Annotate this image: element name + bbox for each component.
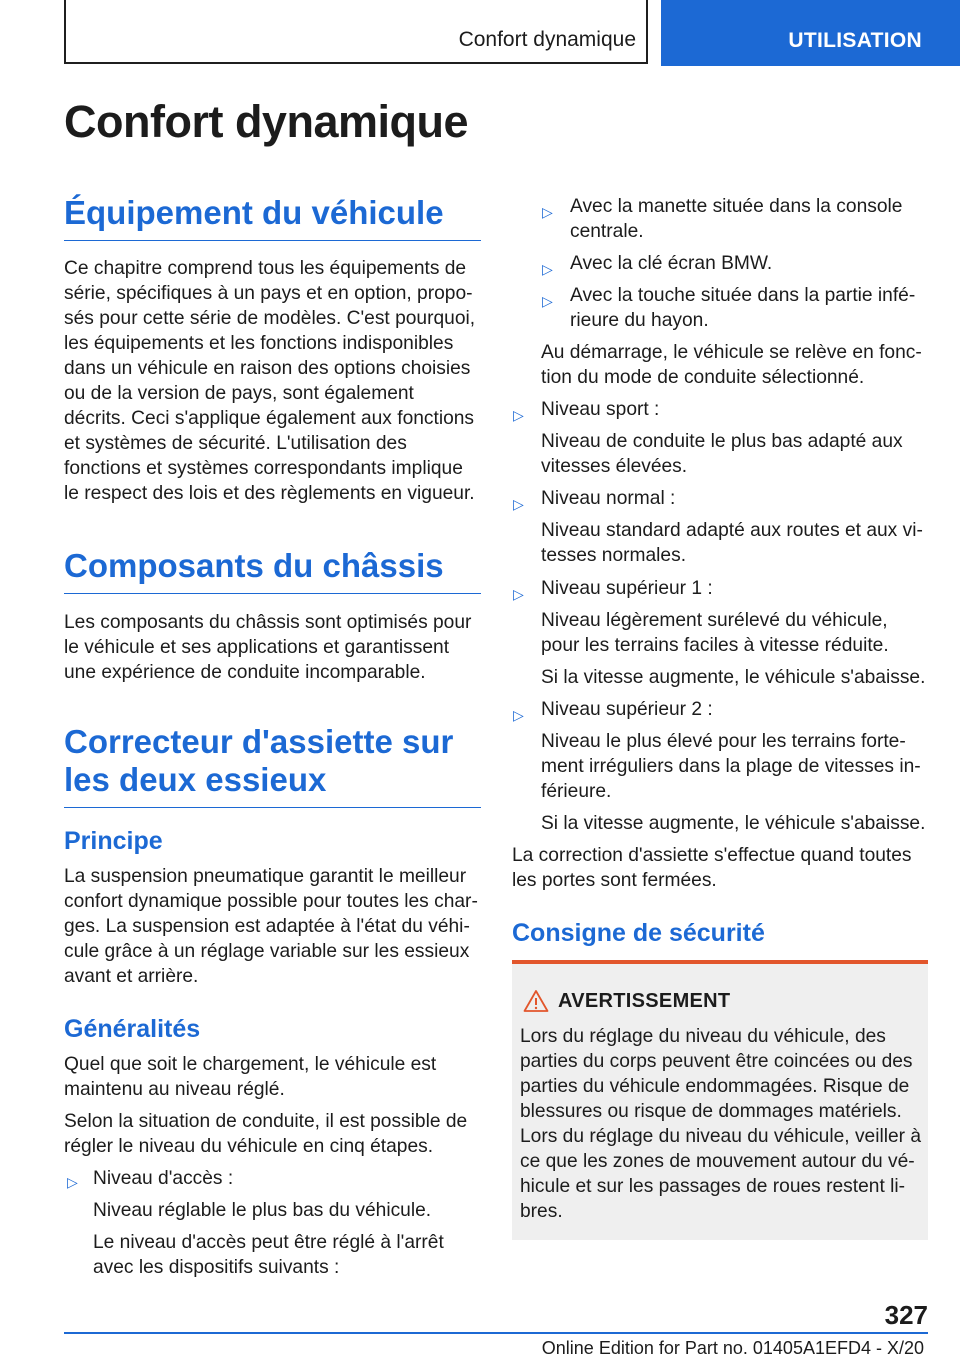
list-item-sup2-label: Niveau supérieur 2 : (541, 699, 713, 720)
page-title: Confort dynamique (64, 96, 468, 147)
triangle-right-icon: ▷ (513, 586, 524, 602)
triangle-right-icon: ▷ (542, 261, 553, 277)
heading-generalites: Généralités (64, 1015, 201, 1043)
triangle-right-icon: ▷ (542, 293, 553, 309)
heading-equipement: Équipement du véhicule (64, 194, 481, 241)
list-item-normal-label: Niveau normal : (541, 488, 676, 509)
paragraph-composants: Les composants du châssis sont optimisés pour le véhicule et ses applications et garantissent une expérience de conduite incomparable. (64, 612, 472, 683)
triangle-right-icon: ▷ (513, 707, 524, 723)
paragraph-principe: La suspension pneumatique garantit le meilleur confort dynamique possible pour toutes les charges. La suspension est adaptée à l'état du véhicule grâce à un réglage variable sur les essieux avant et arrière. (64, 866, 478, 987)
sub-item-hayon: Avec la touche située dans la partie inférieure du hayon. (570, 285, 916, 331)
paragraph-correction: La correction d'assiette s'effectue quand toutes les portes sont fermées. (512, 845, 912, 891)
header-tab[interactable] (661, 0, 960, 66)
list-item-sup1-note: Si la vitesse augmente, le véhicule s'abaisse. (541, 667, 926, 688)
warning-text: Lors du réglage du niveau du véhicule, des parties du corps peuvent être coincées ou des parties du véhicule endommagées. Risque de blessures ou risque de dommages matériels. Lors du réglage du niveau du véhicule, veiller à ce que les zones de mouvement autour du véhicule et sur les passages de roues restent libres. (520, 1026, 922, 1222)
header-section-title: Confort dynamique (458, 28, 636, 51)
list-item-sup2-note: Si la vitesse augmente, le véhicule s'abaisse. (541, 813, 926, 834)
paragraph-generalites-1: Quel que soit le chargement, le véhicule est maintenu au niveau réglé. (64, 1054, 437, 1100)
warning-triangle-icon (523, 989, 549, 1013)
triangle-right-icon: ▷ (513, 496, 524, 512)
triangle-right-icon: ▷ (542, 204, 553, 220)
list-item-sup1-desc: Niveau légèrement surélevé du véhicule, pour les terrains faciles à vitesse réduite. (541, 610, 889, 656)
triangle-right-icon: ▷ (513, 407, 524, 423)
page-number: 327 (884, 1300, 928, 1330)
heading-composants: Composants du châssis (64, 547, 481, 594)
list-item-normal-desc: Niveau standard adapté aux routes et aux vitesses normales. (541, 520, 923, 566)
list-item-sport-label: Niveau sport : (541, 399, 660, 420)
list-item-sport-desc: Niveau de conduite le plus bas adapté aux vitesses élevées. (541, 431, 903, 477)
header-tab-label: UTILISATION (788, 29, 922, 52)
warning-title: AVERTISSEMENT (558, 990, 731, 1012)
heading-correcteur: Correcteur d'assiette sur les deux essieux (64, 723, 481, 808)
list-item-acces-desc: Niveau réglable le plus bas du véhicule. (93, 1200, 432, 1221)
list-item-sup1-label: Niveau supérieur 1 : (541, 578, 713, 599)
warning-box (512, 960, 928, 1240)
heading-principe: Principe (64, 827, 163, 855)
heading-consigne: Consigne de sécurité (512, 919, 765, 947)
paragraph-demarrage: Au démarrage, le véhicule se relève en fonction du mode de conduite sélectionné. (541, 342, 922, 388)
sub-item-manette: Avec la manette située dans la console centrale. (570, 196, 903, 242)
footer-edition: Online Edition for Part no. 01405A1EFD4 - X/20 (541, 1338, 924, 1358)
list-item-acces-note: Le niveau d'accès peut être réglé à l'arrêt avec les dispositifs suivants : (93, 1232, 444, 1278)
paragraph-equipement: Ce chapitre comprend tous les équipements de série, spécifiques à un pays et en option, proposés pour cette série de modèles. C'est pourquoi, les équipements et les fonctions indisponibles dans un véhicule en raison des options choisies ou de la version de pays, sont également décrits. Ceci s'applique également aux fonctions et systèmes de sécurité. L'utilisation des fonctions et systèmes correspondants implique le respect des lois et des règlements en vigueur. (64, 258, 476, 504)
list-item-sup2-desc: Niveau le plus élevé pour les terrains fortement irréguliers dans la plage de vitesses inférieure. (541, 731, 921, 802)
triangle-right-icon: ▷ (67, 1174, 78, 1190)
paragraph-generalites-2: Selon la situation de conduite, il est possible de régler le niveau du véhicule en cinq étapes. (64, 1111, 468, 1157)
footer-divider (64, 1332, 928, 1334)
list-item-acces-label: Niveau d'accès : (93, 1168, 234, 1189)
sub-item-cle: Avec la clé écran BMW. (570, 253, 773, 274)
